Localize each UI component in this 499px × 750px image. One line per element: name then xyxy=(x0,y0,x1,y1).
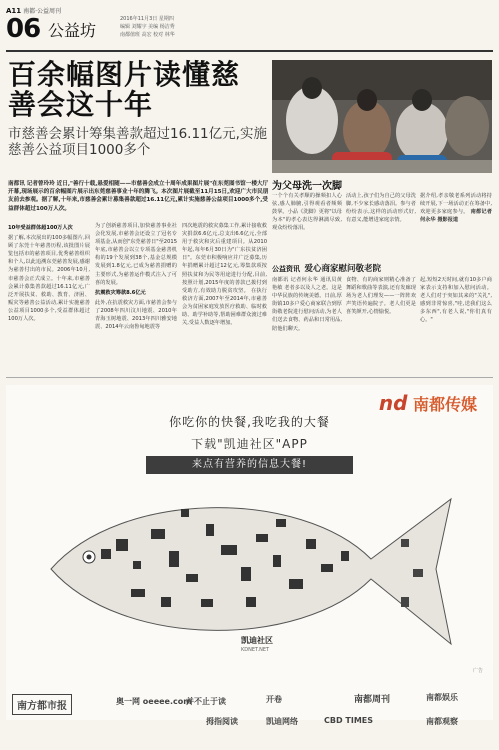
advert xyxy=(6,385,493,720)
side-col-1: 南都讯 记者何永华 通讯员黄艳敏 老者多以及人之老。这是中华民族的传统美德。日前,厚街镇10多户爱心商家联合到厚街敬老院进行慰问活动,为老人们送去食物、药品和日常用品,陪他们聊天。 xyxy=(272,277,342,332)
logo-kaijuan: 开卷 xyxy=(266,695,282,704)
col1-heading: 10年受益群体超100万人次 xyxy=(8,225,73,231)
subheadline: 市慈善会累计筹集善款超过16.11亿元,实施慈善公益项目1000多个 xyxy=(8,126,267,158)
foot-washing-photo xyxy=(272,60,492,173)
proof-line: 南都值班 高宏 校对 林华 xyxy=(120,32,175,38)
section-title: 公益坊 xyxy=(48,21,97,40)
col3b-body: 在执行救济方面,2007年至2014年,市慈善会为贫困家庭发放医疗救助、临时救助、助学补助等,帮助困难群众渡过难关,受益人数逐年增加。 xyxy=(182,287,267,327)
page-code: A11 xyxy=(6,7,22,15)
photo-text-2: 活动上,孩子们为自己的父母洗脚,不少家长感动落泪。参与者纷纷表示,这样的活动形式好,有意义,能增进家庭亲情。 xyxy=(346,193,416,224)
header-meta xyxy=(120,15,230,39)
photo-caption: 为父母洗一次脚 xyxy=(272,181,342,192)
date-line: 2016年11月3日 星期四 xyxy=(120,16,174,22)
photo-text-3: 据介绍,孝亲敬老系列活动将持续开展,下一场活动正在筹备中,欢迎更多家庭参与。 xyxy=(420,193,492,216)
page-number: 06 xyxy=(6,14,41,44)
side-col-3: 起,短短2天时间,就有10多户商家表示支持和加入慰问活动。老人们对于突如其来的"关礼",感到非常惊喜,"哇,送我们这么多东西",有老人说,"你们真有心。" xyxy=(420,277,492,324)
logo-muzhi-yuedu: 拇指阅读 xyxy=(206,717,238,726)
fish-graphic xyxy=(41,479,461,659)
logo-oeeee: 奥一网 oeeee.com xyxy=(116,697,192,706)
logo-nandu-zhoukan: 南都周刊 xyxy=(354,695,391,705)
fish-logo: 凯迪社区 xyxy=(241,636,273,645)
ad-line-1: 你吃你的快餐,我吃我的大餐 xyxy=(169,415,330,429)
section-divider xyxy=(6,377,493,378)
col2-body: 为了创新慈善项目,加快慈善事业社会化发展,市慈善会还设立了冠名专项基金,从而创"东莞慈善日"至2015年底,市慈善会以立专项基金慈善机构的19个发展到38个,基金总规模发展到1.8亿元,已成为慈善捐赠的主要形式,为慈善运作模式注入了可喜的发展。 xyxy=(95,223,177,286)
lead-paragraph: 南都讯 记者曾玲玲 近日,"善行十载,悬爱相随——市慈善会成立十周年成果图片展"在东莞图书馆一楼大厅开幕,现场展示的百余幅图片展示出东莞慈善事业十年的腾飞。本次图片展截至11月15日,欢迎广大市民朋友前去参观。据了解,十年来,市慈善会累计募集善款超过16.11亿元,累计实施慈善公益项目1000多个,受益群体超过100万人次。 xyxy=(8,181,269,212)
headline: 百余幅图片读懂慈善会这十年 xyxy=(8,58,241,121)
col2-heading: 抗震救灾筹款8.6亿元 xyxy=(95,289,146,296)
logo-nandu-guancha: 南都观察 xyxy=(426,717,458,726)
logo-cbd-times: CBD TIMES xyxy=(324,716,374,725)
side-col-2: 食物、有的商家则精心准备了舞蹈和歌曲等表演,还有发廊现场为老人们理发——一阵阵欢声笑语传遍院子。老人们更是喜笑颜开,心情愉悦。 xyxy=(346,277,416,316)
ad-logo-text: 南都传媒 xyxy=(412,395,477,414)
logo-nandu-yule: 南都娱乐 xyxy=(426,693,458,702)
photo-byline: 南都记者 何永华 摄影报道 xyxy=(420,209,492,224)
logo-kdnet: 凯迪网络 xyxy=(266,717,298,726)
section-tag: 南都·公益周刊 xyxy=(23,8,62,15)
ad-bar: 来点有营养的信息大餐! xyxy=(146,456,353,474)
ad-corner: 广告 xyxy=(472,668,483,674)
side-headline: 爱心商家慰问敬老院 xyxy=(304,264,381,274)
ad-line-2: 下载"凯迪社区"APP xyxy=(191,437,308,451)
logo-nanfang-dushibao: 南方都市报 xyxy=(12,694,72,715)
article-col-3 xyxy=(182,222,267,327)
nd-mark: nd xyxy=(378,391,408,415)
col3-body: 四次地震的救灾募集工作,累计接收救灾捐款6.6亿元,总支出6.6亿元,全部用于救灾和灾后重建项目。从2010年起,每年6月30日为"广东扶贫济困日"。东莞市积极响应并广泛募集,历年捐赠累计超过12亿元,筹集款项按照扶贫和为民等用途进行分配,目前,按照计划,2015年度的善款已拨付到受助方,有效助力脱贫攻坚。 xyxy=(182,223,267,294)
article-col-2 xyxy=(95,222,177,331)
side-kicker: 公益资讯 xyxy=(272,265,300,273)
photo-text-3-wrap xyxy=(420,192,492,224)
photo-illustration xyxy=(272,60,492,173)
side-title xyxy=(272,262,381,274)
photo-text-1: 一个个有关孝顺的操频扣人心弦,感人肺腑,引得观看者频频鼓掌。小品《洗脚》更将"以母为本"的孝心表达得淋漓尽致,观众纷纷落泪。 xyxy=(272,193,342,232)
editor-line: 编辑 刘耀宇 美编 杨洁秀 xyxy=(120,24,175,30)
col1-body: 据了解,本次展出的100多幅图片,回顾了东莞十年慈善历程,该批图片展览包括市的慈善项目,优秀慈善组织和个人,以此追溯东莞慈善发展,感谢为慈善付出的市民。2006年10月,市慈善会正式成立。十年来,市慈善会累计募集善款超过16.11亿元,广泛开展扶贫、救助、教育、济困、赈灾等慈善公益活动,累计实施慈善公益项目1000多个,受益群体超过100万人次。 xyxy=(8,235,90,323)
fish-logo-sub: KDNET.NET xyxy=(241,647,270,653)
header-rule xyxy=(6,50,493,52)
article-col-1 xyxy=(8,222,90,323)
logo-bingbuzhiyudu: 并不止于读 xyxy=(186,697,226,706)
col2b-body: 此外,在抗震救灾方面,市慈善会参与了2008年四川汶川地震、2010年青海玉树地震、2013年四川雅安地震、2014年云南鲁甸地震等 xyxy=(95,299,177,331)
ad-logo xyxy=(379,391,477,415)
media-logos xyxy=(6,688,493,744)
